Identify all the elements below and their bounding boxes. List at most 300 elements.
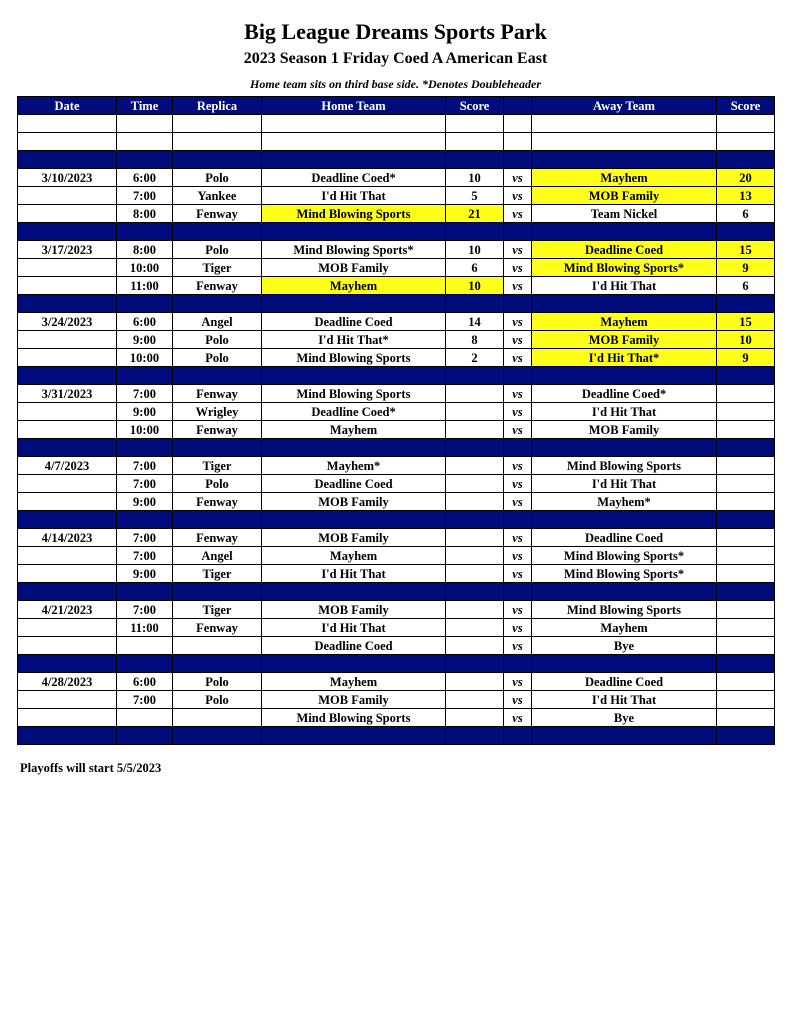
week-separator-row (18, 223, 775, 241)
separator-cell (532, 295, 717, 313)
home-score-cell (446, 529, 504, 547)
separator-cell (446, 439, 504, 457)
date-cell (18, 205, 117, 223)
time-cell (117, 709, 173, 727)
away-team-cell: Mind Blowing Sports (532, 601, 717, 619)
table-row (18, 709, 775, 727)
separator-cell (532, 727, 717, 745)
separator-cell (18, 583, 117, 601)
blank-cell (717, 115, 775, 133)
vs-cell: vs (504, 493, 532, 511)
blank-cell (117, 115, 173, 133)
date-cell (18, 637, 117, 655)
separator-cell (262, 439, 446, 457)
date-cell: 4/28/2023 (18, 673, 117, 691)
home-team-cell: Mayhem (262, 673, 446, 691)
vs-cell: vs (504, 565, 532, 583)
date-cell (18, 187, 117, 205)
separator-cell (262, 295, 446, 313)
separator-cell (117, 151, 173, 169)
away-team-cell: Bye (532, 637, 717, 655)
separator-cell (18, 151, 117, 169)
table-row (18, 547, 775, 565)
time-cell: 11:00 (117, 277, 173, 295)
time-cell: 7:00 (117, 385, 173, 403)
home-score-cell (446, 475, 504, 493)
away-team-cell: Mind Blowing Sports* (532, 547, 717, 565)
home-score-cell: 8 (446, 331, 504, 349)
away-score-cell (717, 547, 775, 565)
home-score-cell: 14 (446, 313, 504, 331)
home-team-cell: Mayhem (262, 547, 446, 565)
home-team-cell: I'd Hit That* (262, 331, 446, 349)
blank-cell (532, 115, 717, 133)
week-separator-row (18, 151, 775, 169)
vs-cell: vs (504, 205, 532, 223)
col-header-vs (504, 97, 532, 115)
replica-cell: Yankee (173, 187, 262, 205)
week-separator-row (18, 727, 775, 745)
separator-cell (173, 511, 262, 529)
home-score-cell: 6 (446, 259, 504, 277)
time-cell: 8:00 (117, 205, 173, 223)
away-team-cell: I'd Hit That (532, 403, 717, 421)
away-score-cell (717, 457, 775, 475)
separator-cell (717, 583, 775, 601)
schedule-body (18, 115, 775, 745)
separator-cell (173, 295, 262, 313)
date-cell (18, 475, 117, 493)
table-row (18, 691, 775, 709)
home-team-cell: Mayhem* (262, 457, 446, 475)
separator-cell (717, 727, 775, 745)
col-header-away-score: Score (717, 97, 775, 115)
separator-cell (717, 151, 775, 169)
blank-cell (504, 115, 532, 133)
page-title: Big League Dreams Sports Park (244, 19, 547, 44)
away-team-cell: Mind Blowing Sports* (532, 259, 717, 277)
vs-cell: vs (504, 673, 532, 691)
time-cell: 11:00 (117, 619, 173, 637)
replica-cell: Fenway (173, 205, 262, 223)
week-separator-row (18, 295, 775, 313)
col-header-away-team: Away Team (532, 97, 717, 115)
col-header-time: Time (117, 97, 173, 115)
date-cell: 3/24/2023 (18, 313, 117, 331)
separator-cell (446, 511, 504, 529)
home-team-cell: Mayhem (262, 421, 446, 439)
home-score-cell (446, 637, 504, 655)
replica-cell: Angel (173, 547, 262, 565)
date-cell: 4/21/2023 (18, 601, 117, 619)
away-team-cell: Mayhem (532, 169, 717, 187)
replica-cell: Tiger (173, 565, 262, 583)
separator-cell (18, 727, 117, 745)
time-cell: 6:00 (117, 169, 173, 187)
date-cell (18, 565, 117, 583)
separator-cell (173, 151, 262, 169)
home-team-cell: Deadline Coed (262, 313, 446, 331)
replica-cell: Polo (173, 475, 262, 493)
replica-cell: Fenway (173, 619, 262, 637)
separator-cell (117, 223, 173, 241)
table-row (18, 493, 775, 511)
separator-cell (504, 727, 532, 745)
table-row (18, 403, 775, 421)
table-row (18, 421, 775, 439)
away-score-cell: 15 (717, 313, 775, 331)
separator-cell (532, 511, 717, 529)
separator-cell (18, 295, 117, 313)
away-score-cell (717, 385, 775, 403)
vs-cell: vs (504, 421, 532, 439)
schedule-note: Home team sits on third base side. *Denotes Doubleheader (250, 77, 541, 91)
time-cell: 10:00 (117, 259, 173, 277)
blank-cell (262, 115, 446, 133)
replica-cell: Wrigley (173, 403, 262, 421)
date-cell: 4/14/2023 (18, 529, 117, 547)
replica-cell (173, 637, 262, 655)
away-team-cell: Deadline Coed (532, 241, 717, 259)
home-score-cell (446, 565, 504, 583)
table-row (18, 637, 775, 655)
away-team-cell: Mayhem* (532, 493, 717, 511)
home-team-cell: Deadline Coed* (262, 169, 446, 187)
time-cell: 7:00 (117, 457, 173, 475)
separator-cell (532, 223, 717, 241)
table-header-row (18, 97, 775, 115)
separator-cell (504, 295, 532, 313)
separator-cell (18, 223, 117, 241)
separator-cell (504, 367, 532, 385)
replica-cell (173, 709, 262, 727)
separator-cell (117, 655, 173, 673)
home-team-cell: Deadline Coed (262, 637, 446, 655)
vs-cell: vs (504, 475, 532, 493)
blank-cell (717, 133, 775, 151)
away-team-cell: MOB Family (532, 421, 717, 439)
away-score-cell: 15 (717, 241, 775, 259)
blank-cell (18, 133, 117, 151)
blank-cell (504, 133, 532, 151)
vs-cell: vs (504, 457, 532, 475)
time-cell: 7:00 (117, 529, 173, 547)
replica-cell: Tiger (173, 601, 262, 619)
away-team-cell: Deadline Coed (532, 529, 717, 547)
vs-cell: vs (504, 691, 532, 709)
blank-cell (262, 133, 446, 151)
playoffs-note: Playoffs will start 5/5/2023 (20, 761, 162, 775)
separator-cell (504, 511, 532, 529)
separator-cell (18, 439, 117, 457)
away-score-cell (717, 709, 775, 727)
vs-cell: vs (504, 277, 532, 295)
away-score-cell (717, 691, 775, 709)
date-cell (18, 547, 117, 565)
blank-row (18, 133, 775, 151)
vs-cell: vs (504, 403, 532, 421)
week-separator-row (18, 367, 775, 385)
time-cell: 10:00 (117, 349, 173, 367)
separator-cell (446, 151, 504, 169)
separator-cell (717, 439, 775, 457)
home-team-cell: Mind Blowing Sports (262, 385, 446, 403)
vs-cell: vs (504, 169, 532, 187)
vs-cell: vs (504, 313, 532, 331)
separator-cell (117, 439, 173, 457)
home-team-cell: MOB Family (262, 529, 446, 547)
away-score-cell (717, 493, 775, 511)
separator-cell (173, 583, 262, 601)
table-row (18, 475, 775, 493)
table-row (18, 457, 775, 475)
home-score-cell: 21 (446, 205, 504, 223)
vs-cell: vs (504, 259, 532, 277)
col-header-replica: Replica (173, 97, 262, 115)
week-separator-row (18, 439, 775, 457)
table-row (18, 619, 775, 637)
blank-cell (18, 115, 117, 133)
blank-cell (117, 133, 173, 151)
time-cell: 8:00 (117, 241, 173, 259)
separator-cell (117, 511, 173, 529)
home-score-cell (446, 421, 504, 439)
home-team-cell: I'd Hit That (262, 619, 446, 637)
vs-cell: vs (504, 187, 532, 205)
away-team-cell: Mayhem (532, 619, 717, 637)
home-team-cell: MOB Family (262, 601, 446, 619)
home-team-cell: MOB Family (262, 493, 446, 511)
home-team-cell: Mayhem (262, 277, 446, 295)
table-row (18, 385, 775, 403)
home-team-cell: Mind Blowing Sports (262, 349, 446, 367)
away-team-cell: Mind Blowing Sports (532, 457, 717, 475)
blank-cell (446, 115, 504, 133)
separator-cell (18, 367, 117, 385)
separator-cell (117, 295, 173, 313)
away-team-cell: I'd Hit That (532, 475, 717, 493)
replica-cell: Polo (173, 169, 262, 187)
away-score-cell: 10 (717, 331, 775, 349)
home-score-cell (446, 403, 504, 421)
replica-cell: Angel (173, 313, 262, 331)
separator-cell (532, 655, 717, 673)
separator-cell (504, 583, 532, 601)
time-cell (117, 637, 173, 655)
away-score-cell: 20 (717, 169, 775, 187)
date-cell (18, 709, 117, 727)
separator-cell (717, 295, 775, 313)
time-cell: 9:00 (117, 493, 173, 511)
time-cell: 6:00 (117, 313, 173, 331)
replica-cell: Polo (173, 241, 262, 259)
replica-cell: Polo (173, 349, 262, 367)
vs-cell: vs (504, 349, 532, 367)
home-score-cell: 10 (446, 169, 504, 187)
table-row (18, 205, 775, 223)
separator-cell (446, 223, 504, 241)
vs-cell: vs (504, 709, 532, 727)
home-team-cell: I'd Hit That (262, 565, 446, 583)
separator-cell (446, 655, 504, 673)
separator-cell (717, 367, 775, 385)
blank-cell (173, 133, 262, 151)
away-team-cell: I'd Hit That* (532, 349, 717, 367)
away-team-cell: Team Nickel (532, 205, 717, 223)
separator-cell (173, 223, 262, 241)
away-score-cell: 9 (717, 349, 775, 367)
away-score-cell (717, 601, 775, 619)
separator-cell (262, 511, 446, 529)
home-score-cell (446, 601, 504, 619)
away-team-cell: MOB Family (532, 187, 717, 205)
separator-cell (504, 439, 532, 457)
date-cell: 3/17/2023 (18, 241, 117, 259)
separator-cell (532, 151, 717, 169)
separator-cell (173, 367, 262, 385)
separator-cell (504, 655, 532, 673)
schedule-table (17, 96, 775, 745)
vs-cell: vs (504, 529, 532, 547)
away-team-cell: MOB Family (532, 331, 717, 349)
home-score-cell (446, 493, 504, 511)
separator-cell (446, 727, 504, 745)
date-cell: 3/10/2023 (18, 169, 117, 187)
time-cell: 9:00 (117, 331, 173, 349)
away-team-cell: I'd Hit That (532, 277, 717, 295)
separator-cell (117, 583, 173, 601)
time-cell: 9:00 (117, 565, 173, 583)
separator-cell (717, 655, 775, 673)
time-cell: 7:00 (117, 475, 173, 493)
home-team-cell: Mind Blowing Sports (262, 709, 446, 727)
away-team-cell: Mayhem (532, 313, 717, 331)
table-row (18, 241, 775, 259)
table-row (18, 601, 775, 619)
time-cell: 7:00 (117, 187, 173, 205)
away-team-cell: Deadline Coed* (532, 385, 717, 403)
table-row (18, 313, 775, 331)
replica-cell: Polo (173, 691, 262, 709)
replica-cell: Fenway (173, 385, 262, 403)
separator-cell (446, 367, 504, 385)
home-team-cell: MOB Family (262, 691, 446, 709)
table-row (18, 259, 775, 277)
table-row (18, 187, 775, 205)
home-team-cell: Deadline Coed* (262, 403, 446, 421)
date-cell (18, 403, 117, 421)
replica-cell: Fenway (173, 421, 262, 439)
blank-row (18, 115, 775, 133)
away-score-cell: 9 (717, 259, 775, 277)
away-team-cell: Bye (532, 709, 717, 727)
separator-cell (446, 583, 504, 601)
col-header-home-score: Score (446, 97, 504, 115)
week-separator-row (18, 583, 775, 601)
col-header-date: Date (18, 97, 117, 115)
week-separator-row (18, 511, 775, 529)
separator-cell (532, 583, 717, 601)
separator-cell (262, 583, 446, 601)
separator-cell (262, 367, 446, 385)
separator-cell (504, 223, 532, 241)
vs-cell: vs (504, 331, 532, 349)
date-cell (18, 277, 117, 295)
replica-cell: Fenway (173, 529, 262, 547)
separator-cell (262, 727, 446, 745)
away-score-cell (717, 421, 775, 439)
blank-cell (173, 115, 262, 133)
vs-cell: vs (504, 241, 532, 259)
separator-cell (262, 151, 446, 169)
home-score-cell (446, 673, 504, 691)
date-cell (18, 259, 117, 277)
home-score-cell (446, 457, 504, 475)
date-cell (18, 691, 117, 709)
table-row (18, 529, 775, 547)
home-score-cell: 10 (446, 241, 504, 259)
away-team-cell: Deadline Coed (532, 673, 717, 691)
replica-cell: Polo (173, 331, 262, 349)
table-row (18, 565, 775, 583)
replica-cell: Polo (173, 673, 262, 691)
away-score-cell: 6 (717, 205, 775, 223)
replica-cell: Tiger (173, 457, 262, 475)
separator-cell (504, 151, 532, 169)
home-score-cell: 5 (446, 187, 504, 205)
replica-cell: Tiger (173, 259, 262, 277)
replica-cell: Fenway (173, 493, 262, 511)
away-score-cell: 6 (717, 277, 775, 295)
vs-cell: vs (504, 637, 532, 655)
separator-cell (532, 367, 717, 385)
away-score-cell (717, 403, 775, 421)
table-row (18, 331, 775, 349)
vs-cell: vs (504, 547, 532, 565)
table-row (18, 349, 775, 367)
home-team-cell: MOB Family (262, 259, 446, 277)
time-cell: 7:00 (117, 601, 173, 619)
week-separator-row (18, 655, 775, 673)
home-team-cell: I'd Hit That (262, 187, 446, 205)
date-cell (18, 421, 117, 439)
date-cell (18, 493, 117, 511)
away-score-cell: 13 (717, 187, 775, 205)
date-cell: 4/7/2023 (18, 457, 117, 475)
table-row (18, 169, 775, 187)
separator-cell (117, 727, 173, 745)
home-score-cell: 2 (446, 349, 504, 367)
time-cell: 6:00 (117, 673, 173, 691)
separator-cell (262, 655, 446, 673)
blank-cell (532, 133, 717, 151)
home-score-cell (446, 547, 504, 565)
separator-cell (173, 439, 262, 457)
home-score-cell (446, 385, 504, 403)
home-score-cell (446, 709, 504, 727)
home-score-cell (446, 619, 504, 637)
date-cell: 3/31/2023 (18, 385, 117, 403)
away-team-cell: Mind Blowing Sports* (532, 565, 717, 583)
date-cell (18, 349, 117, 367)
away-score-cell (717, 529, 775, 547)
date-cell (18, 619, 117, 637)
separator-cell (18, 655, 117, 673)
date-cell (18, 331, 117, 349)
separator-cell (717, 511, 775, 529)
home-team-cell: Deadline Coed (262, 475, 446, 493)
home-team-cell: Mind Blowing Sports* (262, 241, 446, 259)
